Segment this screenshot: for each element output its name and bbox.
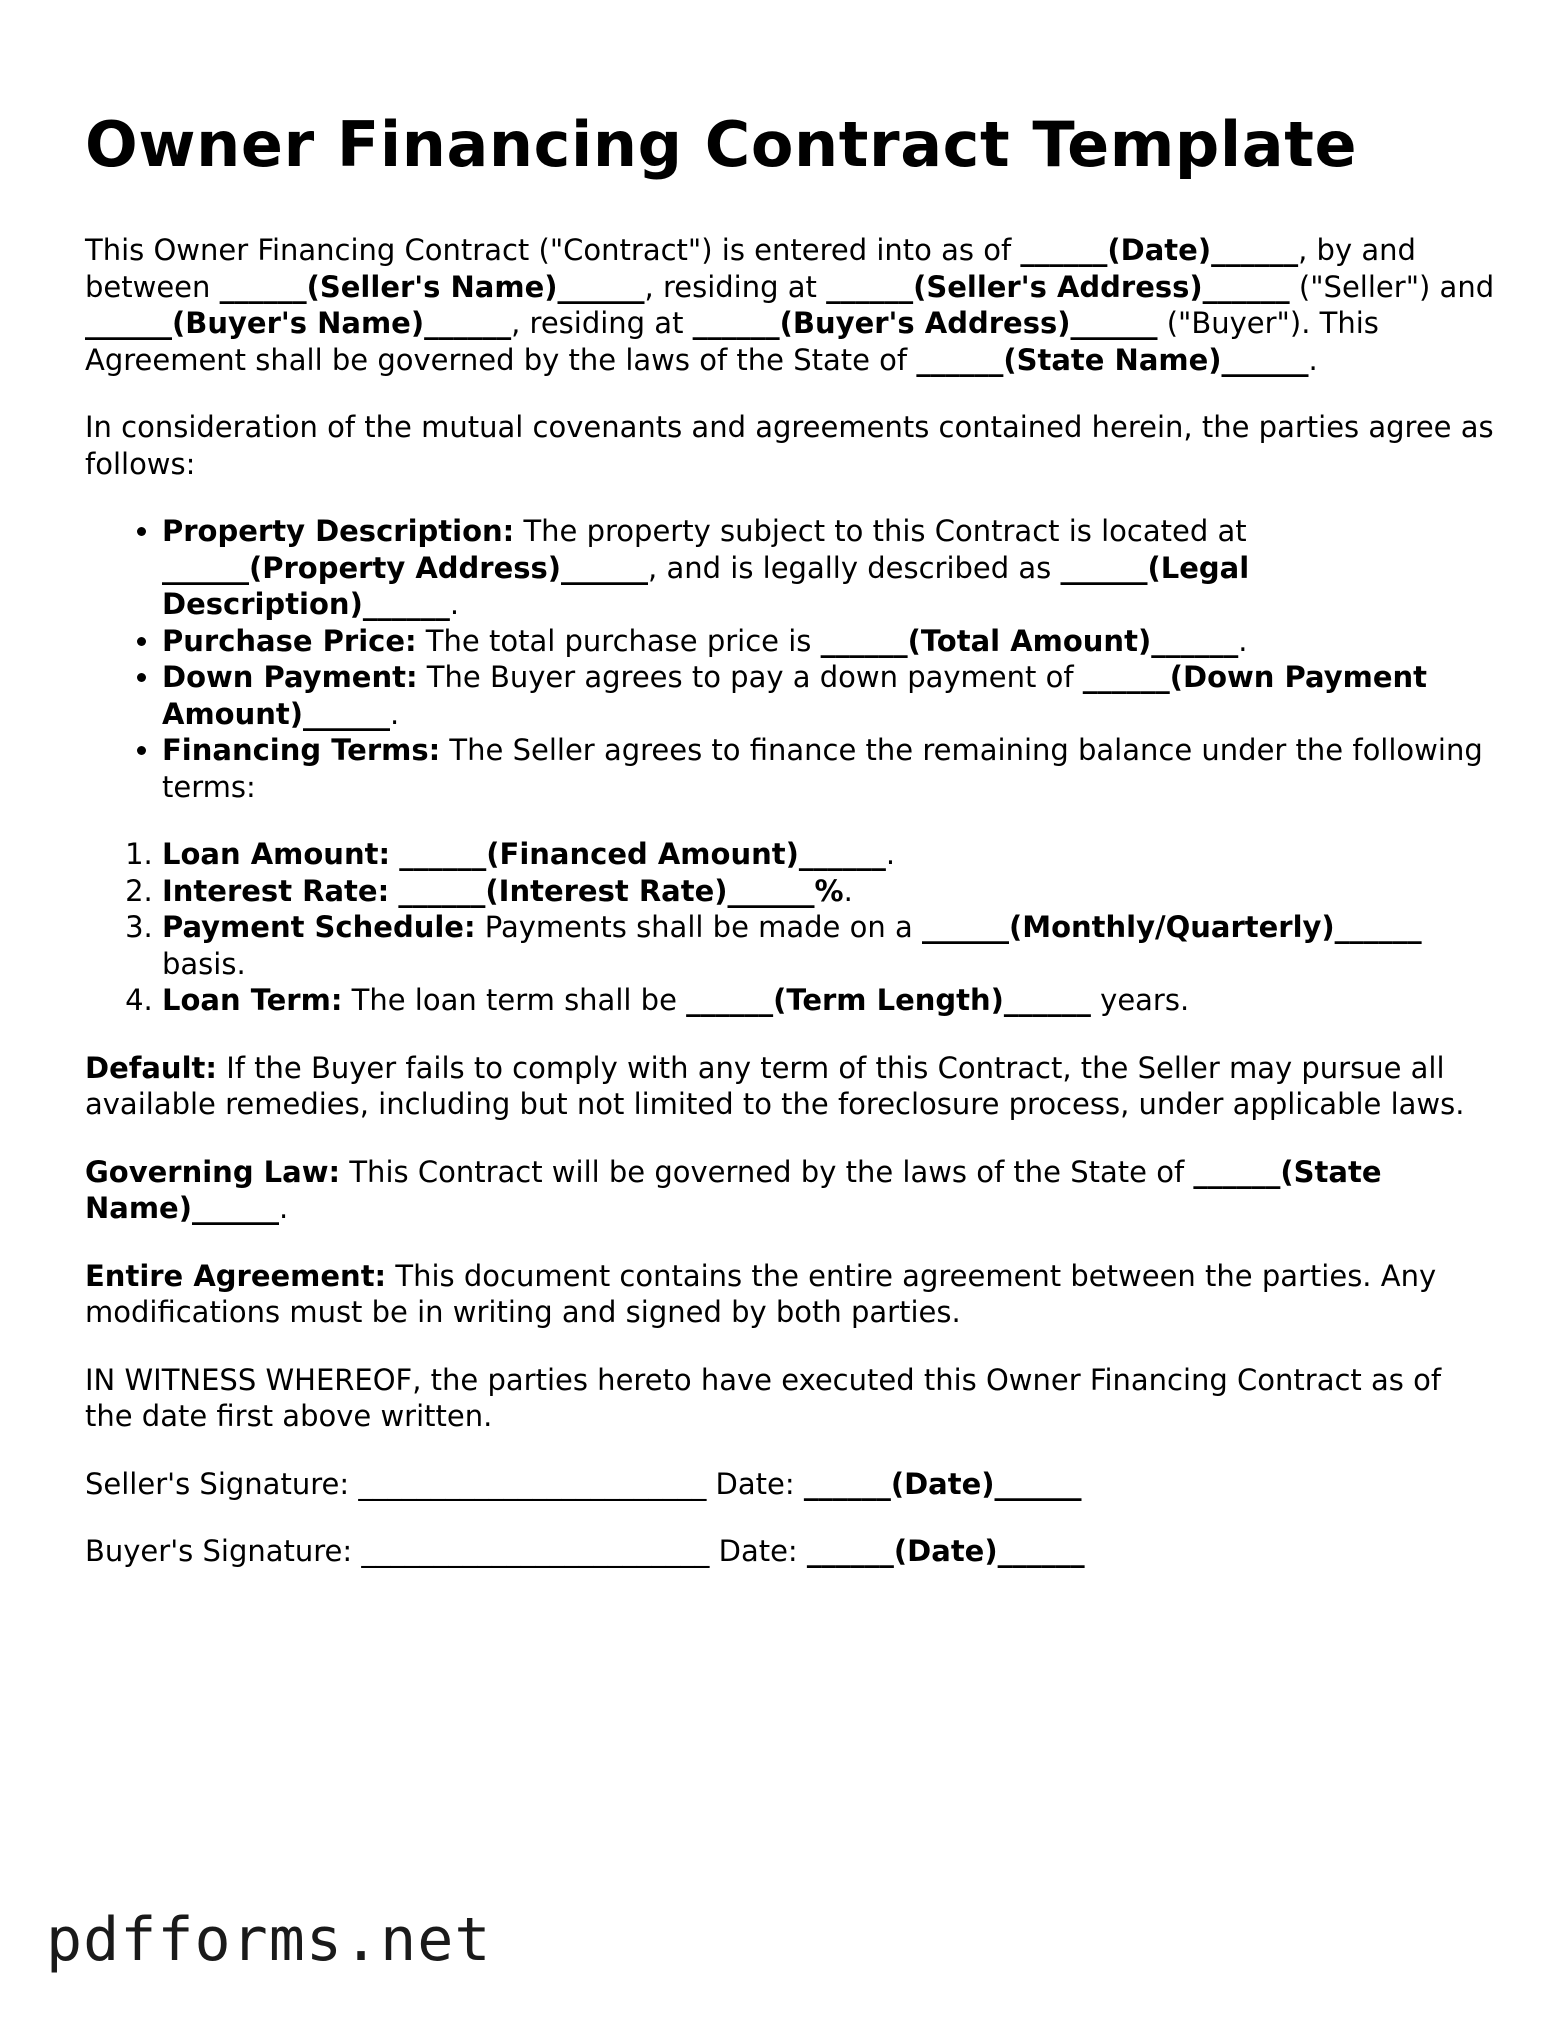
- date-blank: ______(Date)______: [1020, 233, 1299, 267]
- down-payment-label: Down Payment:: [162, 660, 418, 694]
- buyer-name-blank: ______(Buyer's Name)______: [85, 306, 512, 340]
- list-item-financing-terms: [162, 732, 1495, 805]
- witness-paragraph: IN WITNESS WHEREOF, the parties hereto have executed this Owner Financing Contract as of the date first above written.: [85, 1362, 1442, 1433]
- property-label: Property Description:: [162, 514, 515, 548]
- buyer-signature-line: [85, 1533, 1495, 1570]
- purchase-price-text: .: [1238, 623, 1248, 658]
- intro-text: , residing at: [511, 306, 693, 340]
- financing-terms-label: Financing Terms:: [162, 733, 441, 767]
- list-item-loan-term: [162, 982, 1495, 1019]
- agreement-terms-list: [85, 513, 1495, 805]
- down-payment-text: The Buyer agrees to pay a down payment of: [417, 660, 1083, 694]
- loan-term-text: The loan term shall be: [342, 983, 687, 1017]
- down-payment-amount-blank: ______(Down Payment Amount)______: [162, 660, 1427, 731]
- down-payment-text: .: [390, 696, 400, 731]
- default-paragraph: [85, 1050, 1495, 1123]
- property-address-blank: ______(Property Address)______: [162, 550, 649, 585]
- financing-terms-list: [85, 836, 1495, 1019]
- property-text: , and is legally described as: [648, 550, 1061, 585]
- intro-text: .: [1308, 342, 1318, 377]
- list-item-property: [162, 513, 1495, 623]
- entire-agreement-paragraph: [85, 1258, 1495, 1331]
- document-title: Owner Financing Contract Template: [85, 108, 1358, 181]
- intro-text: ("Buyer"). This Agreement shall be governed by the laws of the State of: [85, 306, 1379, 377]
- intro-text: This Owner Financing Contract ("Contract") is entered into as of: [85, 233, 1021, 267]
- loan-term-label: Loan Term:: [162, 983, 343, 1017]
- default-text: If the Buyer fails to comply with any term of this Contract, the Seller may pursue all available remedies, including but not limited to the foreclosure process, under applicable laws.: [85, 1050, 1465, 1121]
- financing-terms-text: The Seller agrees to finance the remaining balance under the following terms:: [162, 733, 1483, 804]
- buyer-signature-label: Buyer's Signature: ________________________ Date:: [85, 1534, 807, 1568]
- legal-description-blank: ______(Legal Description)______: [162, 550, 1250, 621]
- consideration-paragraph: In consideration of the mutual covenants and agreements contained herein, the parties agree as follows:: [85, 410, 1494, 481]
- intro-paragraph: [85, 232, 1495, 378]
- payment-schedule-text: Payments shall be made on a: [475, 910, 922, 944]
- state-name-blank: ______(State Name)______: [916, 342, 1309, 377]
- watermark-logo: pdfforms.net: [46, 1905, 492, 1975]
- list-item-loan-amount: [162, 836, 1495, 873]
- financed-amount-blank: ______(Financed Amount)______: [399, 837, 886, 871]
- entire-agreement-text: This document contains the entire agreement between the parties. Any modifications must be in writing and signed by both parties.: [85, 1258, 1437, 1329]
- seller-signature-label: Seller's Signature: ________________________ Date:: [85, 1466, 804, 1501]
- buyer-signature-date-blank: ______(Date)______: [806, 1534, 1085, 1568]
- seller-name-blank: ______(Seller's Name)______: [219, 269, 645, 304]
- purchase-price-label: Purchase Price:: [162, 623, 417, 658]
- loan-term-text: years.: [1090, 983, 1190, 1017]
- governing-law-text: .: [278, 1191, 289, 1225]
- seller-address-blank: ______(Seller's Address)______: [826, 269, 1290, 304]
- document-page: [85, 105, 1495, 1601]
- interest-rate-blank: ______(Interest Rate)______%: [398, 873, 844, 908]
- list-item-interest-rate: [162, 873, 1495, 910]
- total-amount-blank: ______(Total Amount)______: [820, 623, 1239, 658]
- governing-law-paragraph: [85, 1154, 1495, 1227]
- loan-amount-end: .: [885, 837, 896, 871]
- governing-law-text: This Contract will be governed by the laws of the State of: [340, 1154, 1194, 1189]
- entire-agreement-label: Entire Agreement:: [85, 1258, 387, 1293]
- purchase-price-text: The total purchase price is: [416, 623, 821, 658]
- interest-rate-end: .: [843, 873, 853, 908]
- interest-rate-label: Interest Rate:: [162, 873, 390, 908]
- list-item-payment-schedule: [162, 909, 1495, 982]
- property-text: The property subject to this Contract is located at: [514, 514, 1247, 548]
- seller-signature-line: [85, 1466, 1495, 1503]
- loan-amount-label: Loan Amount:: [162, 837, 391, 871]
- intro-text: , by and between: [85, 233, 1416, 304]
- payment-frequency-blank: ______(Monthly/Quarterly)______: [921, 910, 1422, 944]
- governing-state-blank: ______(State Name)______: [85, 1154, 1382, 1225]
- buyer-address-blank: ______(Buyer's Address)______: [692, 306, 1158, 340]
- intro-text: ("Seller") and: [1289, 269, 1495, 304]
- payment-schedule-text: basis.: [162, 946, 246, 981]
- list-item-down-payment: [162, 659, 1495, 732]
- property-text: .: [449, 587, 460, 621]
- term-length-blank: ______(Term Length)______: [686, 983, 1091, 1017]
- payment-schedule-label: Payment Schedule:: [162, 910, 476, 944]
- seller-signature-date-blank: ______(Date)______: [803, 1466, 1082, 1501]
- default-label: Default:: [85, 1050, 217, 1085]
- intro-text: , residing at: [644, 269, 827, 304]
- governing-law-label: Governing Law:: [85, 1154, 341, 1189]
- list-item-purchase-price: [162, 623, 1495, 660]
